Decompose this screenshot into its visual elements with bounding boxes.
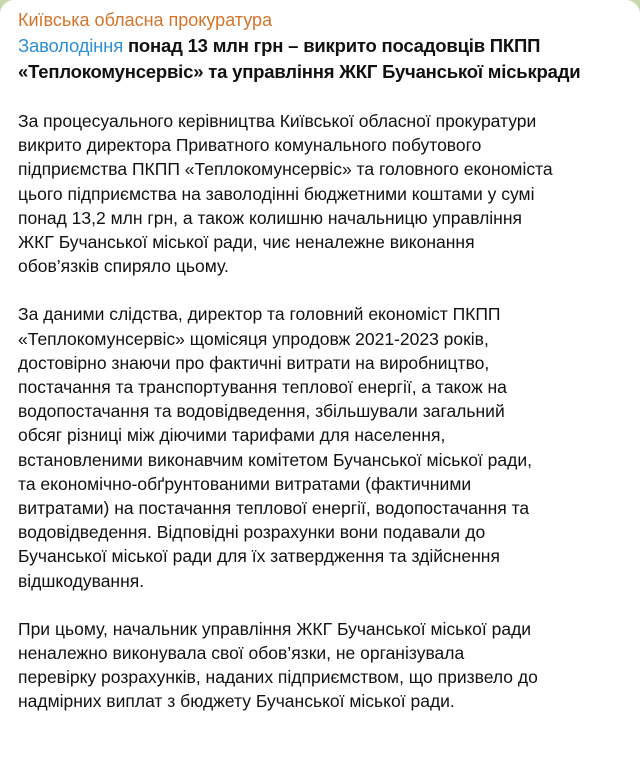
paragraph bbox=[18, 109, 640, 278]
paragraph-line: понад 13,2 млн грн, а також колишню начальницю управління bbox=[18, 207, 522, 228]
paragraph-line: обсяг різниці між діючими тарифами для населення, bbox=[18, 425, 446, 446]
paragraph-line: достовірно знаючи про фактичні витрати на виробництво, bbox=[18, 352, 490, 373]
headline-text: «Теплокомунсервіс» та управління ЖКГ Бучанської міськради bbox=[18, 61, 581, 82]
paragraph-line: За даними слідства, директор та головний економіст ПКПП bbox=[18, 304, 501, 325]
paragraph-line: надмірних виплат з бюджету Бучанської міської ради. bbox=[18, 691, 455, 712]
paragraph-line: відшкодування. bbox=[18, 570, 145, 591]
paragraph bbox=[18, 302, 640, 592]
headline-link[interactable]: Заволодіння bbox=[18, 35, 124, 56]
paragraph-line: При цьому, начальник управління ЖКГ Бучанської міської ради bbox=[18, 618, 532, 639]
paragraph-line: постачання та транспортування теплової енергії, а також на bbox=[18, 377, 507, 398]
channel-name[interactable]: Київська обласна прокуратура bbox=[18, 10, 273, 30]
paragraph-line: водопостачання та водовідведення, збільшували загальний bbox=[18, 401, 505, 422]
paragraph-line: перевірку розрахунків, наданих підприємством, що призвело до bbox=[18, 667, 538, 688]
paragraph-line: витратами) на постачання теплової енергії, водопостачання та bbox=[18, 498, 530, 519]
paragraph-line: встановленими виконавчим комітетом Бучанської міської ради, bbox=[18, 449, 532, 470]
paragraph-line: ЖКГ Бучанської міської ради, чиє неналежне виконання bbox=[18, 232, 475, 253]
paragraph-line: підприємства ПКПП «Теплокомунсервіс» та головного економіста bbox=[18, 159, 553, 180]
paragraph-line: обов’язків спиряло цьому. bbox=[18, 256, 229, 277]
paragraph-line: викрито директора Приватного комунального побутового bbox=[18, 135, 482, 156]
paragraph-line: Бучанської міської ради для їх затвердження та здійснення bbox=[18, 546, 500, 567]
paragraph-line: «Теплокомунсервіс» щомісяця упродовж 2021-2023 років, bbox=[18, 328, 489, 349]
headline-text: понад 13 млн грн – викрито посадовців ПКПП bbox=[123, 35, 541, 56]
paragraph bbox=[18, 617, 640, 714]
paragraph-line: цього підприємства на заволодінні бюджетними коштами у сумі bbox=[18, 183, 535, 204]
paragraph-line: водовідведення. Відповідні розрахунки вони подавали до bbox=[18, 522, 486, 543]
post-headline bbox=[18, 33, 640, 85]
paragraph-line: неналежно виконувала свої обов’язки, не організувала bbox=[18, 643, 465, 664]
paragraph-line: За процесуального керівництва Київської обласної прокуратури bbox=[18, 111, 537, 131]
paragraph-line: та економічно-обґрунтованими витратами (фактичними bbox=[18, 473, 472, 494]
post-body bbox=[18, 109, 640, 714]
